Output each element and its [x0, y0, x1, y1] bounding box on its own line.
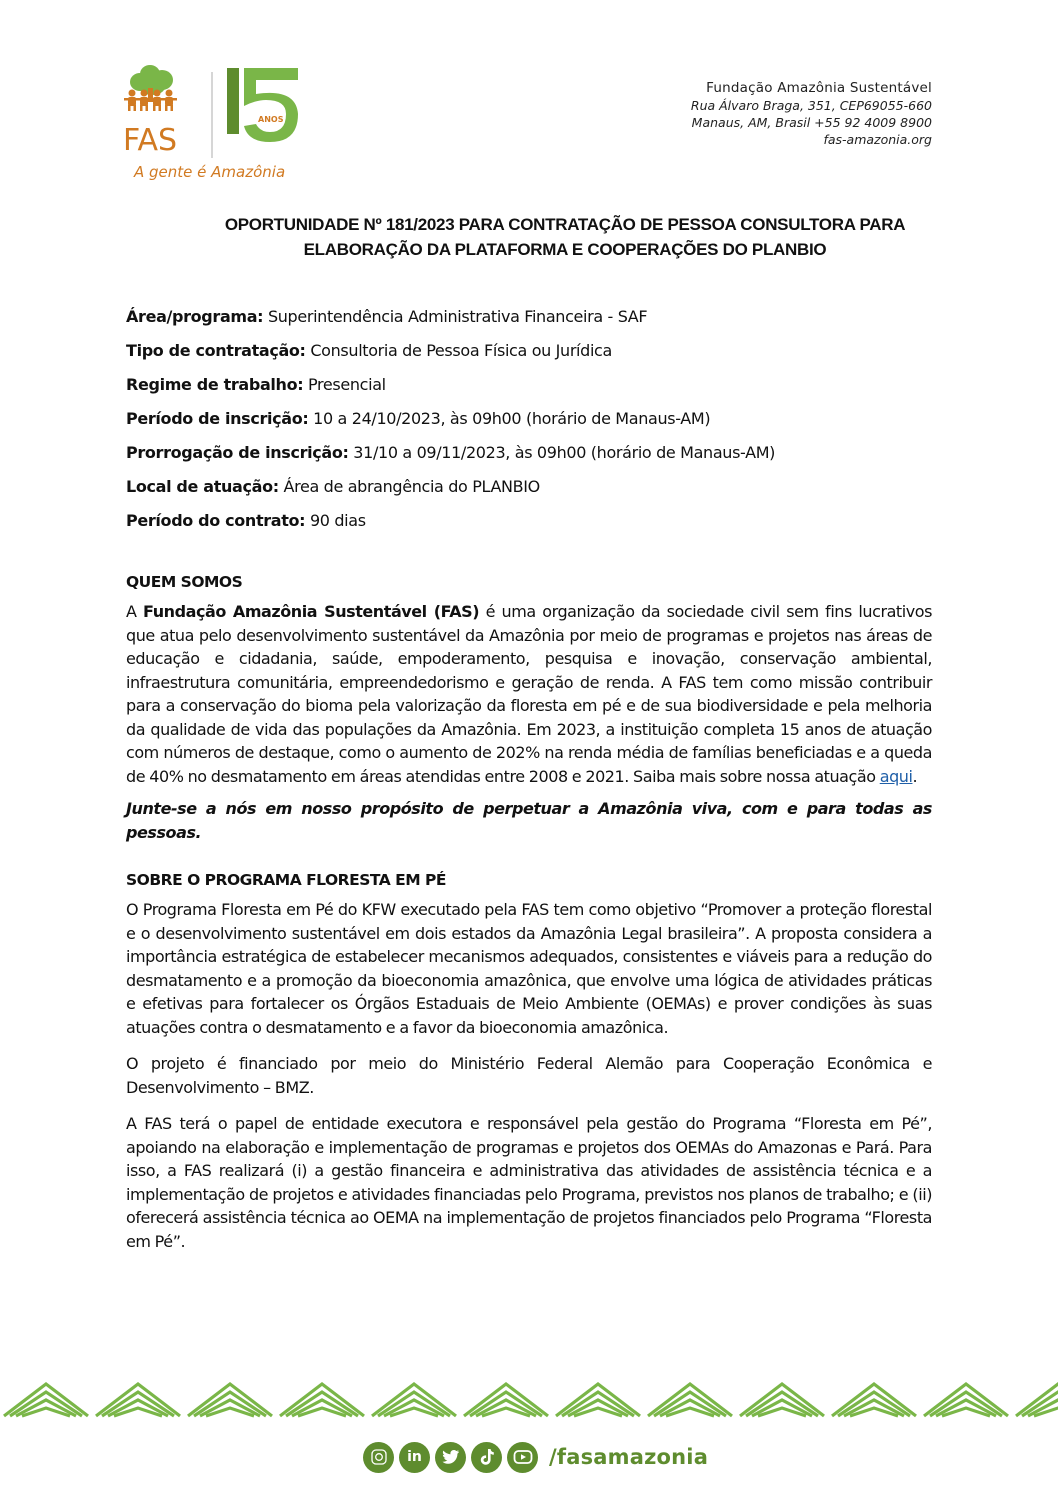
- detail-value: 31/10 a 09/11/2023, às 09h00 (horário de Manaus-AM): [348, 443, 776, 462]
- detail-label: Regime de trabalho:: [126, 375, 304, 394]
- tree-icon: [130, 65, 173, 102]
- document-body: [126, 300, 932, 1253]
- quem-somos-end: .: [912, 766, 918, 786]
- org-address-line2: Manaus, AM, Brasil +55 92 4009 8900: [691, 115, 932, 130]
- detail-value: 10 a 24/10/2023, às 09h00 (horário de Manaus-AM): [308, 409, 711, 428]
- programa-paragraph-3: A FAS terá o papel de entidade executora e responsável pela gestão do Programa “Floresta em Pé”, apoiando na elaboração e implementação de programas e projetos dos OEMAs do Amazonas e Pará. Para isso, a FAS realizará (i) a gestão financeira e administrativa das atividades de assistência técnica e a implementação de projetos e atividades financiadas pelo Programa, previstos nos planos de trabalho; e (ii) oferecerá assistência técnica ao OEMA na implementação de projetos financiados pelo Programa “Floresta em Pé”.: [126, 1114, 932, 1251]
- saiba-mais-link[interactable]: aqui: [879, 766, 913, 786]
- programa-paragraph-2: O projeto é financiado por meio do Ministério Federal Alemão para Cooperação Econômica e Desenvolvimento – BMZ.: [126, 1054, 932, 1097]
- document-title: [120, 212, 1010, 262]
- detail-label: Local de atuação:: [126, 477, 279, 496]
- section-heading-programa: SOBRE O PROGRAMA FLORESTA EM PÉ: [126, 871, 446, 889]
- fas-logo-graphic: [120, 60, 310, 185]
- quem-somos-intro: A: [126, 602, 144, 621]
- quem-somos-body: é uma organização da sociedade civil sem fins lucrativos que atua pelo desenvolvimento sustentável da Amazônia por meio de programas e projetos nas áreas de educação e cidadania, saúde, empoderamento, pesquisa e inovação, conservação ambiental, infraestrutura comunitária, empreendedorismo e geração de renda. A FAS tem como missão contribuir para a conservação do bioma pela valorização da floresta em pé e de sua biodiversidade e pela melhoria da qualidade de vida das populações da Amazônia. Em 2023, a instituição completa 15 anos de atuação com números de destaque, como o aumento de 202% na renda média de famílias beneficiadas e a queda de 40% no desmatamento em áreas atendidas entre 2008 e 2021. Saiba mais sobre nossa atuação: [126, 602, 932, 786]
- detail-local-atuacao: [126, 470, 932, 504]
- title-line2: ELABORAÇÃO DA PLATAFORMA E COOPERAÇÕES DO PLANBIO: [303, 240, 827, 259]
- org-name: Fundação Amazônia Sustentável: [706, 80, 932, 96]
- youtube-icon[interactable]: [507, 1442, 538, 1473]
- detail-label: Prorrogação de inscrição:: [126, 443, 349, 462]
- detail-periodo-inscricao: [126, 402, 932, 436]
- title-line1: OPORTUNIDADE Nº 181/2023 PARA CONTRATAÇÃO DE PESSOA CONSULTORA PARA: [224, 215, 906, 234]
- twitter-icon[interactable]: [435, 1442, 466, 1473]
- instagram-icon[interactable]: [363, 1442, 394, 1473]
- org-contact-block: [691, 80, 932, 148]
- details-list: [126, 300, 932, 538]
- decorative-zigzag-border: [0, 1380, 1058, 1420]
- org-name-bold: Fundação Amazônia Sustentável (FAS): [143, 602, 480, 621]
- tiktok-icon[interactable]: [471, 1442, 502, 1473]
- detail-tipo-contratacao: [126, 334, 932, 368]
- detail-label: Tipo de contratação:: [126, 341, 306, 360]
- detail-label: Área/programa:: [126, 307, 264, 326]
- logo-brand-text: FAS: [123, 123, 178, 158]
- detail-label: Período do contrato:: [126, 511, 306, 530]
- detail-area-programa: [126, 300, 932, 334]
- detail-value: 90 dias: [305, 511, 366, 530]
- fas-logo: [120, 60, 310, 185]
- programa-paragraph-1: O Programa Floresta em Pé do KFW executado pela FAS tem como objetivo “Promover a proteção florestal e o desenvolvimento sustentável em dois estados da Amazônia Legal brasileira”. A proposta considera a importância estratégica de estabelecer mecanismos adequados, consistentes e viáveis para a redução do desmatamento e a promoção da bioeconomia amazônica, que envolve uma lógica de atividades práticas e efetivas para fortalecer os Órgãos Estaduais de Meio Ambiente (OEMAs) e prover condições às suas atuações contra o desmatamento e a favor da bioeconomia amazônica.: [126, 900, 932, 1037]
- org-website[interactable]: fas-amazonia.org: [823, 132, 932, 147]
- detail-value: Consultoria de Pessoa Física ou Jurídica: [305, 341, 612, 360]
- detail-value: Área de abrangência do PLANBIO: [278, 477, 540, 496]
- linkedin-icon[interactable]: [399, 1442, 430, 1473]
- detail-periodo-contrato: [126, 504, 932, 538]
- quem-somos-paragraph: [126, 600, 932, 788]
- section-heading-quem-somos: QUEM SOMOS: [126, 573, 243, 591]
- org-address-line1: Rua Álvaro Braga, 351, CEP69055-660: [690, 98, 932, 113]
- detail-value: Presencial: [303, 375, 386, 394]
- fifteen-years-badge: [227, 68, 298, 142]
- social-footer: [363, 1441, 708, 1473]
- logo-tagline: A gente é Amazônia: [134, 163, 286, 181]
- detail-prorrogacao-inscricao: [126, 436, 932, 470]
- detail-value: Superintendência Administrativa Financeira - SAF: [263, 307, 648, 326]
- detail-label: Período de inscrição:: [126, 409, 309, 428]
- social-handle[interactable]: /fasamazonia: [549, 1445, 709, 1469]
- anos-label: ANOS: [258, 115, 284, 124]
- linkedin-glyph: in: [407, 1449, 422, 1465]
- detail-regime-trabalho: [126, 368, 932, 402]
- callout-text: Junte-se a nós em nosso propósito de perpetuar a Amazônia viva, com e para todas as pessoas.: [126, 799, 932, 842]
